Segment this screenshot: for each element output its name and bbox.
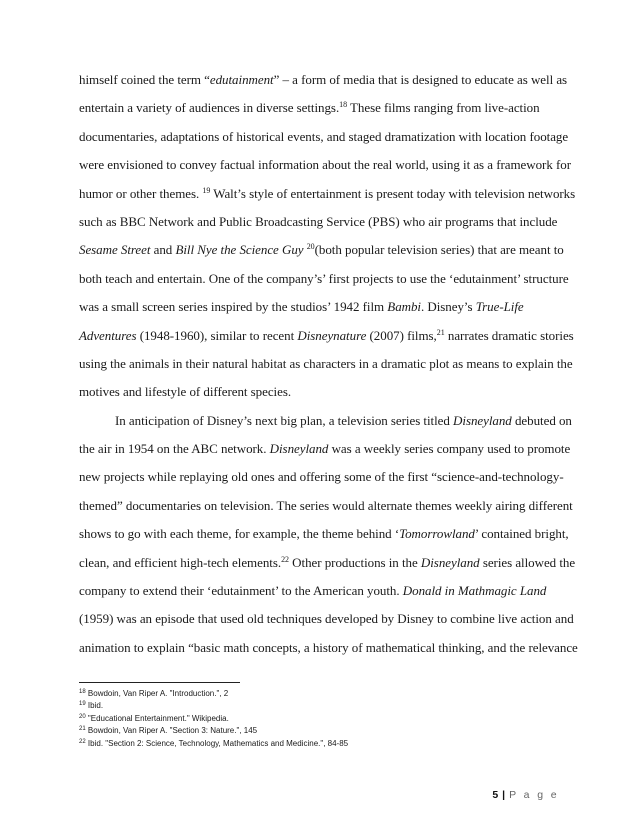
text-run: (2007) films,: [366, 327, 437, 343]
footnotes: [79, 688, 559, 750]
text-line: [79, 66, 568, 94]
italic-title: Disneyland: [453, 412, 512, 428]
text-line: [79, 123, 569, 151]
footnote: [79, 700, 559, 712]
text-line: [79, 151, 571, 179]
footnote-separator: [79, 682, 240, 683]
paragraph: [79, 407, 578, 663]
italic-title: Disneyland: [269, 441, 329, 457]
italic-title: Adventures: [79, 327, 137, 343]
text-run: narrates dramatic stories: [444, 327, 574, 343]
text-run: ’ contained bright,: [474, 526, 569, 542]
text-run: themed” documentaries on television. The series would alternate themes weekly airing different: [79, 497, 573, 513]
text-run: himself coined the term “: [79, 72, 210, 87]
footnote-ref: 22: [281, 554, 289, 564]
text-run: such as BBC Network and Public Broadcasting Service (PBS) who air programs that include: [79, 213, 558, 229]
text-run: was a small screen series inspired by the studios’ 1942 film: [79, 299, 388, 315]
page-footer: [492, 789, 559, 801]
footnote: [79, 713, 559, 725]
footnote-number: 18: [79, 689, 86, 695]
text-run: documentaries, adaptations of historical events, and staged dramatization with location footage: [79, 128, 569, 144]
text-line: [79, 322, 574, 350]
footnote: [79, 688, 559, 700]
footnote-number: 19: [79, 701, 86, 708]
footnote-ref: 20: [306, 242, 315, 252]
text-line: [79, 577, 561, 605]
footnote-ref: 18: [339, 100, 348, 110]
text-line: [79, 378, 561, 406]
text-line: [79, 265, 569, 293]
text-run: new projects while replaying old ones and offering some of the first “science-and-technology-: [79, 469, 564, 485]
paragraph: [79, 66, 576, 407]
footnote-ref: 19: [202, 185, 211, 195]
body-text: [79, 66, 578, 662]
footnote-text: "Educational Entertainment." Wikipedia.: [87, 713, 229, 723]
footnote-text: Ibid.: [87, 701, 104, 711]
text-run: These films ranging from live-action: [347, 100, 540, 116]
text-line: [79, 94, 561, 122]
text-run: Walt’s style of entertainment is present today with television networks: [210, 185, 576, 201]
text-run: animation to explain “basic math concepts, a history of mathematical thinking, and the relevance: [79, 639, 578, 655]
footnote-text: Ibid. "Section 2: Science, Technology, Mathematics and Medicine.", 84-85: [87, 738, 349, 748]
text-run: debuted on: [511, 412, 572, 428]
page-number: 5: [492, 789, 499, 801]
footnote-ref: 21: [436, 327, 445, 337]
italic-title: True-Life: [475, 299, 524, 315]
text-run: (both popular television series) that are meant to: [314, 242, 564, 258]
page-label: P a g e: [509, 789, 559, 801]
italic-title: Disneyland: [420, 554, 480, 570]
italic-title: Tomorrowland: [399, 526, 475, 542]
text-line: [79, 435, 571, 463]
footnote: [79, 725, 559, 737]
italic-title: Bill Nye the Science Guy: [175, 242, 304, 258]
italic-title: Sesame Street: [79, 242, 151, 258]
text-run: Other productions in the: [288, 554, 421, 570]
italic-title: Donald in Mathmagic Land: [402, 583, 547, 599]
text-line: [79, 634, 578, 662]
text-run: . Disney’s: [421, 299, 476, 315]
text-line: [79, 520, 569, 548]
text-run: (1959) was an episode that used old techniques developed by Disney to combine live action and: [79, 611, 574, 627]
text-run: motives and lifestyle of different species.: [79, 384, 292, 400]
text-run: was a weekly series company used to promote: [328, 441, 571, 457]
text-line: [79, 549, 576, 577]
text-line: [79, 236, 564, 264]
italic-title: edutainment: [209, 72, 274, 87]
text-run: humor or other themes.: [79, 185, 203, 201]
text-line: [79, 208, 561, 236]
footnote: [79, 738, 559, 750]
text-run: were envisioned to convey factual information about the real world, using it as a framework for: [79, 157, 571, 173]
footnote-text: Bowdoin, Van Riper A. "Section 3: Nature.", 145: [87, 726, 258, 736]
text-run: (1948-1960), similar to recent: [136, 327, 298, 343]
text-run: and: [150, 242, 176, 258]
text-run: using the animals in their natural habitat as characters in a dramatic plot as means to explain the: [79, 355, 573, 371]
footnote-text: Bowdoin, Van Riper A. "Introduction.", 2: [87, 689, 229, 698]
text-run: In anticipation of Disney’s next big plan, a television series titled: [115, 412, 454, 428]
footnote-number: 22: [79, 738, 86, 745]
text-line: [79, 605, 574, 633]
text-line: [79, 180, 576, 208]
text-run: the air in 1954 on the ABC network.: [79, 441, 270, 457]
text-line: [79, 293, 561, 321]
footer-separator: |: [502, 789, 506, 801]
text-run: ” – a form of media that is designed to educate as well as: [273, 72, 568, 87]
text-line: [79, 350, 573, 378]
text-run: company to extend their ‘edutainment’ to the American youth.: [79, 583, 403, 599]
text-run: clean, and efficient high-tech elements.: [79, 554, 282, 570]
footnote-number: 21: [79, 726, 86, 733]
italic-title: Disneynature: [297, 327, 367, 343]
text-run: shows to go with each theme, for example, the theme behind ‘: [79, 526, 400, 542]
italic-title: Bambi: [387, 299, 421, 315]
text-run: both teach and entertain. One of the company’s’ first projects to use the ‘edutainment’ structure: [79, 270, 569, 286]
footnote-number: 20: [79, 713, 86, 720]
text-line: [79, 463, 564, 491]
text-run: entertain a variety of audiences in diverse settings.: [79, 100, 340, 116]
text-line: [79, 407, 572, 435]
text-line: [79, 492, 573, 520]
text-run: series allowed the: [479, 554, 576, 570]
